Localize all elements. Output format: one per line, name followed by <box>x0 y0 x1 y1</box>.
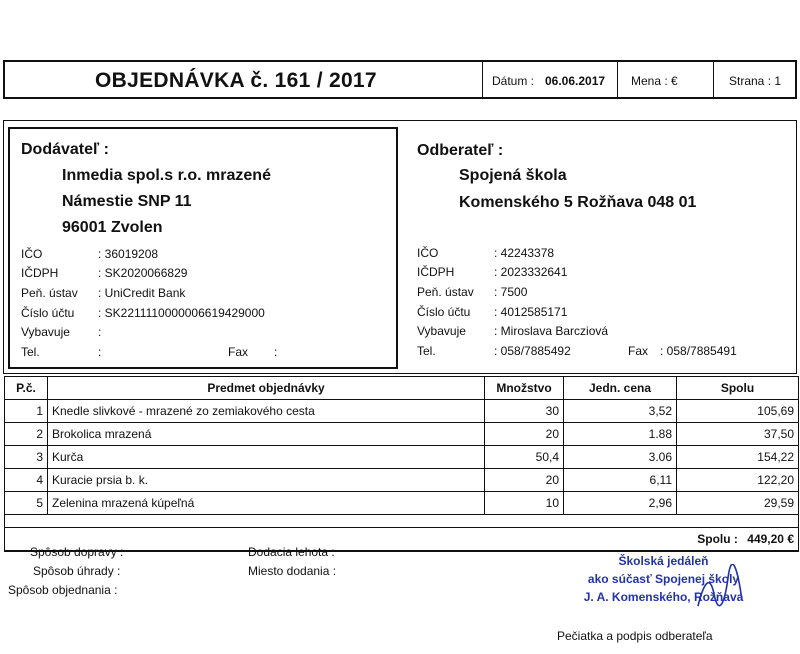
row-quantity: 20 <box>485 469 564 492</box>
customer-field-label: Tel. <box>417 344 436 358</box>
column-header: Jedn. cena <box>564 377 677 400</box>
row-quantity: 10 <box>485 492 564 515</box>
row-item: Knedle slivkové - mrazené zo zemiakového cesta <box>48 400 485 423</box>
supplier-street: Námestie SNP 11 <box>62 193 192 210</box>
sum-value: 449,20 € <box>747 532 794 546</box>
customer-name: Spojená škola <box>459 167 567 184</box>
row-item: Kurča <box>48 446 485 469</box>
page-number: Strana : 1 <box>729 74 782 88</box>
order-items-table <box>4 376 799 552</box>
table-filler-row <box>5 515 799 528</box>
payment-method-label: Spôsob úhrady : <box>33 564 121 578</box>
signature-caption: Pečiatka a podpis odberateľa <box>557 629 713 643</box>
customer-fax-label: Fax <box>628 344 649 358</box>
supplier-field-label: IČDPH <box>21 266 59 280</box>
sum-row <box>5 528 799 552</box>
customer-field-label: IČO <box>417 246 439 260</box>
customer-field-value: : 058/7885492 <box>494 344 571 358</box>
row-quantity: 20 <box>485 423 564 446</box>
row-total: 122,20 <box>677 469 799 492</box>
signature-scribble <box>690 564 750 614</box>
stamp-line: ako súčasť Spojenej školy <box>587 572 740 586</box>
row-total: 154,22 <box>677 446 799 469</box>
row-item: Kuracie prsia b. k. <box>48 469 485 492</box>
row-number: 3 <box>5 446 48 469</box>
column-header: P.č. <box>5 377 48 400</box>
customer-field-value: : 42243378 <box>494 246 555 260</box>
row-total: 29,59 <box>677 492 799 515</box>
customer-field-label: Číslo účtu <box>417 305 471 319</box>
customer-field-label: IČDPH <box>417 265 455 279</box>
row-unit-price: 6,11 <box>564 469 677 492</box>
supplier-field-value: : SK2211110000006619429000 <box>98 306 265 320</box>
row-unit-price: 3.06 <box>564 446 677 469</box>
row-unit-price: 3,52 <box>564 400 677 423</box>
supplier-field-value: : <box>98 325 102 339</box>
column-header: Množstvo <box>485 377 564 400</box>
supplier-heading: Dodávateľ : <box>21 141 109 158</box>
header-bar <box>3 60 797 99</box>
customer-field-value: : 7500 <box>494 285 528 299</box>
table-row <box>5 469 799 492</box>
supplier-field-label: Vybavuje <box>21 325 70 339</box>
customer-field-value: : 2023332641 <box>494 265 568 279</box>
column-header: Predmet objednávky <box>48 377 485 400</box>
row-number: 4 <box>5 469 48 492</box>
table-row <box>5 423 799 446</box>
customer-heading: Odberateľ : <box>417 142 504 159</box>
stamp-line: Školská jedáleň <box>618 554 709 568</box>
customer-field-label: Vybavuje <box>417 324 466 338</box>
row-number: 1 <box>5 400 48 423</box>
customer-address: Komenského 5 Rožňava 048 01 <box>459 194 697 211</box>
column-header: Spolu <box>677 377 799 400</box>
row-item: Zelenina mrazená kúpeľná <box>48 492 485 515</box>
supplier-name: Inmedia spol.s r.o. mrazené <box>62 167 271 184</box>
transport-method-label: Spôsob dopravy : <box>30 545 124 559</box>
row-total: 105,69 <box>677 400 799 423</box>
row-number: 5 <box>5 492 48 515</box>
row-unit-price: 2,96 <box>564 492 677 515</box>
row-item: Brokolica mrazená <box>48 423 485 446</box>
table-header-row <box>5 377 799 400</box>
table-row <box>5 400 799 423</box>
table-row <box>5 446 799 469</box>
supplier-field-value: : SK2020066829 <box>98 266 188 280</box>
supplier-city: 96001 Zvolen <box>62 219 163 236</box>
table-row <box>5 492 799 515</box>
row-quantity: 30 <box>485 400 564 423</box>
row-unit-price: 1.88 <box>564 423 677 446</box>
supplier-field-value: : UniCredit Bank <box>98 286 186 300</box>
supplier-fax-value: : <box>274 345 278 359</box>
supplier-field-value: : <box>98 345 102 359</box>
supplier-fax-label: Fax <box>228 345 249 359</box>
stamp-line: J. A. Komenského, Rožňava <box>583 590 744 604</box>
customer-field-value: : 4012585171 <box>494 305 568 319</box>
customer-field-label: Peň. ústav <box>417 285 474 299</box>
sum-label: Spolu : <box>697 532 738 546</box>
supplier-field-label: Číslo účtu <box>21 306 75 320</box>
row-quantity: 50,4 <box>485 446 564 469</box>
customer-fax-value: : 058/7885491 <box>660 344 737 358</box>
delivery-term-label: Dodacia lehota : <box>248 545 335 559</box>
customer-field-value: : Miroslava Barcziová <box>494 324 609 338</box>
date-value: 06.06.2017 <box>545 74 606 88</box>
ordering-method-label: Spôsob objednania : <box>8 583 118 597</box>
page-title: OBJEDNÁVKA č. 161 / 2017 <box>95 69 377 92</box>
supplier-field-label: IČO <box>21 247 43 261</box>
row-total: 37,50 <box>677 423 799 446</box>
row-number: 2 <box>5 423 48 446</box>
supplier-field-label: Peň. ústav <box>21 286 78 300</box>
date-label: Dátum : <box>492 74 535 88</box>
supplier-field-value: : 36019208 <box>98 247 159 261</box>
currency-label: Mena : € <box>631 74 678 88</box>
supplier-box <box>8 127 398 369</box>
delivery-place-label: Miesto dodania : <box>248 564 337 578</box>
supplier-field-label: Tel. <box>21 345 40 359</box>
